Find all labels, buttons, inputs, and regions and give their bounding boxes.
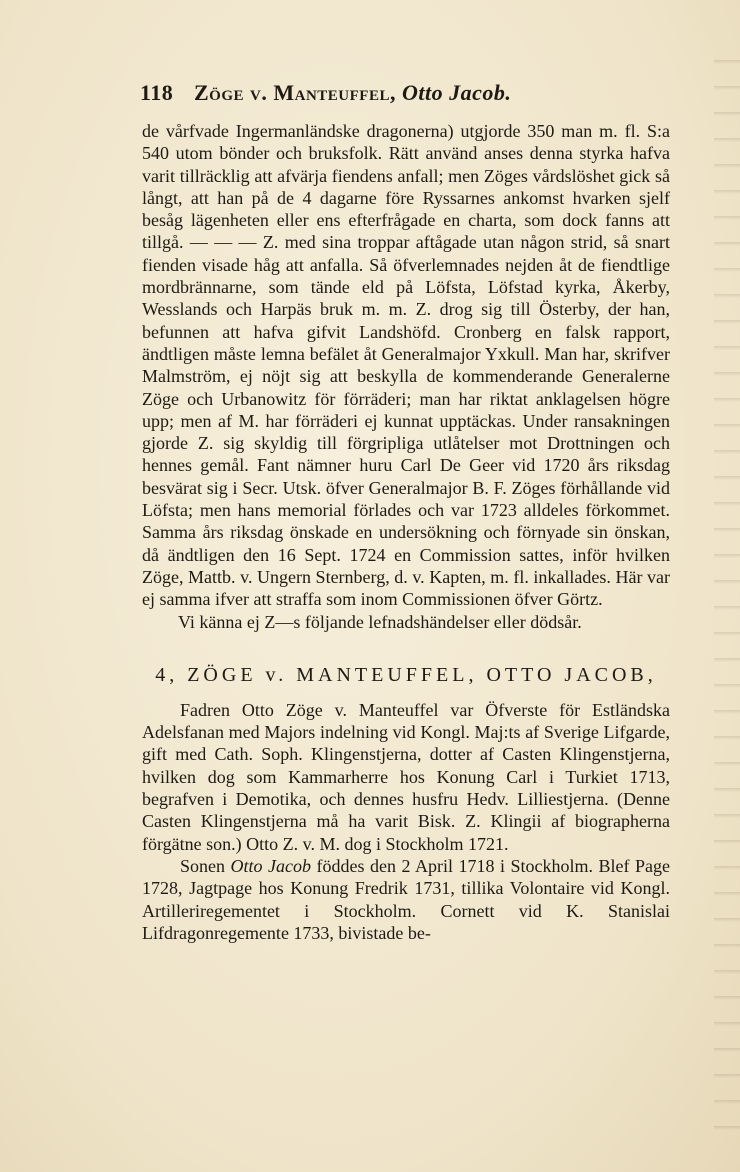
running-header [140, 80, 700, 110]
paragraph-son-text-1: Sonen [180, 855, 231, 876]
bleed-through-margin [714, 60, 740, 1140]
paragraph-son-text-2: föddes den 2 April 1718 i Stockholm. Blef Page 1728, Jagtpage hos Konung Fredrik 1731, tillika Volontaire vid Kongl. Artilleriregementet i Stockholm. Cornett vid K. Stanislai Lifdragonregemente 1733, bivistade be- [142, 855, 671, 943]
section-heading: 4, ZÖGE v. MANTEUFFEL, OTTO JACOB, [155, 663, 657, 686]
paragraph-closing: Vi känna ej Z—s följande lefnadshändelser eller dödsår. [178, 611, 582, 632]
header-given-name: Otto Jacob. [401, 80, 512, 105]
paragraph-son [142, 855, 670, 944]
page-number: 118 [140, 80, 174, 105]
page-body [142, 120, 670, 944]
paragraph-son-name: Otto Jacob [230, 855, 311, 876]
paragraph-continuation: de vårfvade Ingermanländske dragonerna) utgjorde 350 man m. fl. S:a 540 utom bönder och bruksfolk. Rätt använd anses denna styrka hafva varit tillräcklig att afvärja fiendens anfall; men Zöges vårdslöshet gick så långt, att han på de 4 dagarne före Ryssarnes ankomst hvarken sjelf besåg lägenheten eller ens efterfrågade en charta, som dock fanns att tillgå. — — — Z. med sina troppar aftågade utan någon strid, så snart fienden visade håg att anfalla. Så öfverlemnades nejden åt de fiendtlige mordbrännarne, som tände eld på Löfsta, Löfstad kyrka, Åkerby, Wesslands och Harpäs bruk m. m. Z. drog sig till Österby, der han, befunnen att hafva gifvit Landshöfd. Cronberg en falsk rapport, ändtligen måste lemna befälet åt Generalmajor Yxkull. Man har, skrifver Malmström, ej nöjt sig att beskylla de kommenderande Generalerne Zöge och Urbanowitz för förräderi; man har riktat anklagelsen högre upp; men af M. har förräderi ej kunnat upptäckas. Under ransakningen gjorde Z. sig skyldig till förgripliga utlåtelser mot Drottningen och hennes gemål. Fant nämner huru Carl De Geer vid 1720 års riksdag besvärat sig i Secr. Utsk. öfver Generalmajor B. F. Zöges förhållande vid Löfsta; men hans memorial förlades och var 1723 alldeles förkommet. Samma års riksdag önskade en undersökning och förnyade sin önskan, då ändtligen den 16 Sept. 1724 en Commission sattes, inför hvilken Zöge, Mattb. v. Ungern Sternberg, d. v. Kapten, m. fl. inkallades. Här var ej samma ifver att straffa som inom Commissionen öfver Görtz. [142, 121, 670, 610]
header-name: Zöge v. Manteuffel, [194, 80, 396, 105]
paragraph-father: Fadren Otto Zöge v. Manteuffel var Öfverste för Estländska Adelsfanan med Majors indelning vid Kongl. Maj:ts af Sverige Lifgarde, gift med Cath. Soph. Klingenstjerna, dotter af Casten Klingenstjerna, hvilken dog som Kammarherre hos Konung Carl i Turkiet 1713, begrafven i Demotika, och dennes husfru Hedv. Lilliestjerna. (Denne Casten Klingenstjerna må ha varit Bisk. Z. Klingii af biographerna förgätne son.) Otto Z. v. M. dog i Stockholm 1721. [142, 699, 670, 854]
